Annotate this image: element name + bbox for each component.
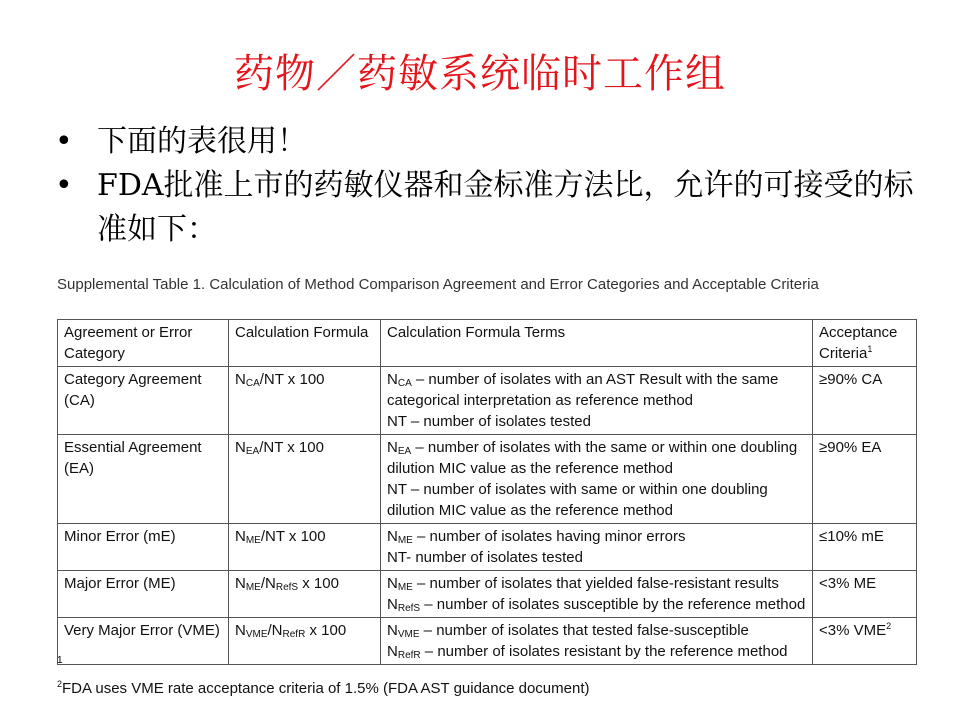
header-category: Agreement or Error Category: [58, 320, 229, 367]
bullet-item: [55, 164, 915, 252]
cell-criteria: ≤10% mE: [813, 524, 917, 571]
table-row: [58, 571, 917, 618]
cell-terms: $N_{CA}$ – number of isolates with an AST Result with the same categorical interpretation as reference method NT – number of isolates tested: [381, 367, 813, 435]
footnote-2: [57, 679, 590, 697]
bullet-marker: •: [55, 168, 73, 203]
cell-terms: $N_{ME}$ – number of isolates that yielded false-resistant results $N_{RefS}$ – number of isolates susceptible by the reference method: [381, 571, 813, 618]
cell-criteria: <3% VME$^2$: [813, 618, 917, 665]
table-caption: Supplemental Table 1. Calculation of Method Comparison Agreement and Error Categories and Acceptable Criteria: [57, 276, 819, 293]
cell-terms: $N_{EA}$ – number of isolates with the same or within one doubling dilution MIC value as the reference method NT – number of isolates with same or within one doubling dilution MIC value as the reference method: [381, 435, 813, 524]
bullet-text: 下面的表很用！: [97, 124, 307, 159]
bullet-marker: •: [55, 124, 73, 159]
cell-category: Essential Agreement (EA): [58, 435, 229, 524]
table-row: [58, 618, 917, 665]
cell-formula: $N_{ME}/NT$ x 100: [229, 524, 381, 571]
table-row: [58, 524, 917, 571]
bullet-item: [55, 120, 915, 164]
header-terms: Calculation Formula Terms: [381, 320, 813, 367]
cell-category: Category Agreement (CA): [58, 367, 229, 435]
table-row: [58, 435, 917, 524]
cell-terms: $N_{VME}$ – number of isolates that tested false-susceptible $N_{RefR}$ – number of isolates resistant by the reference method: [381, 618, 813, 665]
superscript: 1: [867, 344, 873, 354]
cell-category: Major Error (ME): [58, 571, 229, 618]
superscript: 2: [886, 621, 892, 631]
cell-criteria: ≥90% CA: [813, 367, 917, 435]
bullet-text: FDA批准上市的药敏仪器和金标准方法比，允许的可接受的标准如下：: [97, 168, 914, 247]
cell-terms: $N_{ME}$ – number of isolates having minor errors NT- number of isolates tested: [381, 524, 813, 571]
cell-criteria: ≥90% EA: [813, 435, 917, 524]
criteria-table: [57, 319, 917, 665]
cell-formula: $N_{VME}/N_{RefR}$ x 100: [229, 618, 381, 665]
cell-formula: $N_{ME}/N_{RefS}$ x 100: [229, 571, 381, 618]
cell-formula: $N_{CA}/NT$ x 100: [229, 367, 381, 435]
cell-category: Minor Error (mE): [58, 524, 229, 571]
footnote-text: FDA uses VME rate acceptance criteria of 1.5% (FDA AST guidance document): [62, 680, 590, 697]
footnote-1: 1: [57, 655, 63, 666]
table-row: [58, 367, 917, 435]
cell-category: Very Major Error (VME): [58, 618, 229, 665]
footnote-marker: 2: [57, 679, 63, 689]
slide-title: 药物／药敏系统临时工作组: [234, 51, 726, 97]
cell-formula: $N_{EA}/NT$ x 100: [229, 435, 381, 524]
cell-criteria: <3% ME: [813, 571, 917, 618]
header-criteria: Acceptance Criteria$^1$: [813, 320, 917, 367]
bullet-list: [55, 120, 915, 252]
table-header-row: [58, 320, 917, 367]
header-formula: Calculation Formula: [229, 320, 381, 367]
